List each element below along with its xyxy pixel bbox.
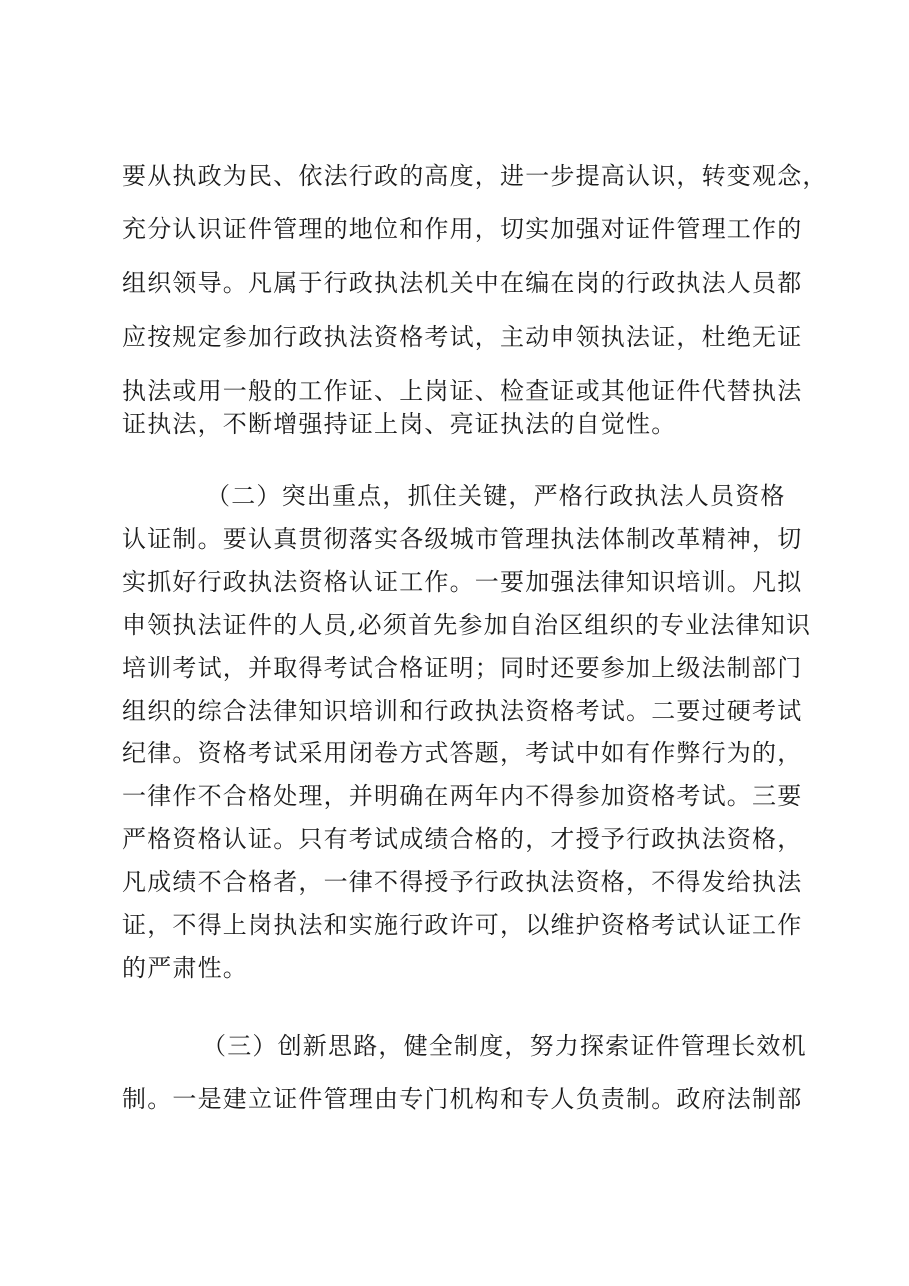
- text-line: 严格资格认证。只有考试成绩合格的，才授予行政执法资格，: [122, 825, 803, 853]
- text-line: 纪律。资格考试采用闭卷方式答题，考试中如有作弊行为的，: [122, 739, 803, 767]
- text-line: 充分认识证件管理的地位和作用，切实加强对证件管理工作的: [122, 215, 803, 243]
- text-line: 一律作不合格处理，并明确在两年内不得参加资格考试。三要: [122, 782, 803, 810]
- text-line: 证执法，不断增强持证上岗、亮证执法的自觉性。: [122, 410, 677, 438]
- text-line: 应按规定参加行政执法资格考试，主动申领执法证，杜绝无证: [122, 323, 803, 351]
- text-line: 组织的综合法律知识培训和行政执法资格考试。二要过硬考试: [122, 697, 803, 725]
- text-line: 执法或用一般的工作证、上岗证、检查证或其他证件代替执法: [122, 377, 803, 405]
- text-line: 证，不得上岗执法和实施行政许可，以维护资格考试认证工作: [122, 911, 803, 939]
- text-line: 认证制。要认真贯彻落实各级城市管理执法体制改革精神，切: [122, 525, 803, 553]
- text-line: 实抓好行政执法资格认证工作。一要加强法律知识培训。凡拟: [122, 568, 803, 596]
- text-line: 的严肃性。: [122, 954, 248, 982]
- text-line: 申领执法证件的人员,必须首先参加自治区组织的专业法律知识: [122, 611, 812, 639]
- text-line: 培训考试，并取得考试合格证明；同时还要参加上级法制部门: [122, 654, 803, 682]
- text-line: 凡成绩不合格者，一律不得授予行政执法资格，不得发给执法: [122, 868, 803, 896]
- text-line: 要从执政为民、依法行政的高度，进一步提高认识，转变观念，: [122, 162, 828, 190]
- text-line: 制。一是建立证件管理由专门机构和专人负责制。政府法制部: [122, 1085, 803, 1113]
- section-heading-2: （二）突出重点，抓住关键，严格行政执法人员资格: [206, 482, 786, 510]
- text-line: 组织领导。凡属于行政执法机关中在编在岗的行政执法人员都: [122, 269, 803, 297]
- section-heading-3: （三）创新思路，健全制度，努力探索证件管理长效机: [202, 1032, 807, 1060]
